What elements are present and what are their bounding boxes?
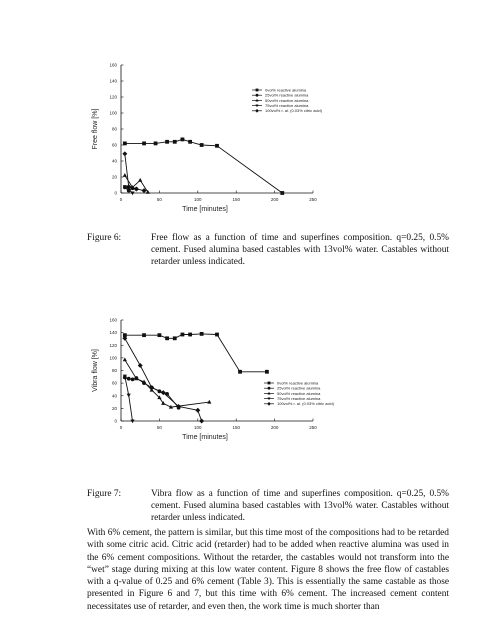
data-point <box>173 140 177 144</box>
legend-marker <box>255 109 259 113</box>
data-point <box>165 140 169 144</box>
data-point <box>158 333 162 337</box>
data-point <box>188 333 192 337</box>
data-point <box>127 394 131 398</box>
figure7-label: Figure 7: <box>87 489 122 499</box>
y-axis-label: Free flow [%] <box>92 108 99 150</box>
y-tick-label: 160 <box>109 317 117 323</box>
x-axis-label: Time [minutes] <box>182 206 228 213</box>
body-paragraph: With 6% cement, the pattern is similar, but this time most of the compositions had to be retarded with some citric acid. Citric acid (retarder) had to be added when reactive alumina was used in the 6% cement compositions. Without the retarder, the castables would not transform into the “wet” stage during mixing at this low water content. Figure 8 shows the free flow of castables with a q-value of 0.25 and 6% cement (Table 3). This is essentially the same castable as those presented in Figure 6 and 7, but this time with 6% cement. The increased cement content necessitates use of retarder, and even then, the work time is much shorter than <box>87 528 449 612</box>
data-point <box>138 363 143 368</box>
data-point <box>122 151 127 156</box>
series-2 <box>123 357 212 408</box>
data-point <box>142 333 146 337</box>
x-tick-label: 100 <box>194 425 202 430</box>
figure7-chart <box>0 310 495 475</box>
data-point <box>165 336 169 340</box>
y-tick-label: 140 <box>109 330 117 336</box>
y-tick-label: 40 <box>111 158 117 164</box>
x-tick-label: 0 <box>119 425 123 430</box>
data-point <box>138 178 142 182</box>
legend <box>264 380 335 406</box>
y-tick-label: 100 <box>109 355 117 361</box>
x-tick-label: 200 <box>270 425 279 430</box>
figure6-caption-text: Free flow as a function of time and superfines composition. q=0.25, 0.5% cement. Fused alumina based castables with 13vol% water. Castables without retarder unless indicated. <box>151 233 449 267</box>
data-point <box>265 370 269 374</box>
y-tick-label: 80 <box>111 126 117 132</box>
data-point <box>134 187 139 192</box>
legend-marker <box>267 402 271 406</box>
legend-label: 25vol% reactive alumina <box>277 385 321 391</box>
figure6-caption <box>87 232 449 272</box>
legend-marker <box>268 382 271 385</box>
x-tick-label: 250 <box>309 197 317 202</box>
figure6-chart-svg <box>0 55 495 220</box>
data-point <box>200 143 204 147</box>
figure6-label: Figure 6: <box>87 233 122 243</box>
data-point <box>142 142 146 146</box>
data-point <box>199 419 204 424</box>
data-point <box>127 377 131 381</box>
y-tick-label: 140 <box>109 78 117 84</box>
x-tick-label: 250 <box>309 425 317 430</box>
data-point <box>215 144 219 148</box>
legend-label: 0vol% reactive alumina <box>265 87 307 93</box>
legend-label: 25vol% reactive alumina <box>265 92 309 98</box>
figure6-chart <box>0 55 495 220</box>
series-3 <box>123 375 135 424</box>
legend-label: 0vol% reactive alumina <box>277 380 319 386</box>
data-point <box>238 370 242 374</box>
y-tick-label: 80 <box>111 368 117 374</box>
figure7-chart-svg <box>0 310 495 475</box>
legend <box>252 87 323 113</box>
legend-label: 75vol% reactive alumina <box>277 396 321 401</box>
y-tick-label: 20 <box>111 405 117 411</box>
y-tick-label: 40 <box>111 393 117 399</box>
data-point <box>131 377 135 381</box>
data-point <box>280 191 284 195</box>
data-point <box>215 333 219 337</box>
y-axis-label: Vibra flow [%] <box>92 349 99 392</box>
x-tick-label: 50 <box>156 197 162 202</box>
y-tick-label: 20 <box>111 174 117 180</box>
legend-marker <box>256 94 259 97</box>
x-tick-label: 150 <box>232 425 240 430</box>
y-tick-label: 100 <box>109 110 117 116</box>
series-line <box>125 334 267 372</box>
series-0 <box>123 332 269 374</box>
data-point <box>181 138 185 142</box>
data-point <box>123 173 127 177</box>
legend-label: 100vol% r. al. (0.03% citric acid) <box>277 401 334 407</box>
series-0 <box>123 138 284 195</box>
series-line <box>125 139 282 193</box>
y-tick-label: 120 <box>109 94 117 100</box>
series-line <box>125 360 210 407</box>
legend-marker <box>256 89 259 92</box>
x-tick-label: 200 <box>270 197 279 202</box>
x-tick-label: 50 <box>156 425 162 430</box>
data-point <box>173 336 177 340</box>
data-point <box>181 333 185 337</box>
data-point <box>154 142 158 146</box>
data-point <box>195 408 200 413</box>
x-axis-label: Time [minutes] <box>182 434 228 441</box>
series-1 <box>123 376 181 410</box>
data-point <box>200 332 204 336</box>
data-point <box>207 400 211 404</box>
y-tick-label: 160 <box>109 62 117 68</box>
figure7-caption-text: Vibra flow as a function of time and superfines composition. q=0.25, 0.5% cement. Fused alumina based castables with 13vol% water. Castables without retarder unless indicated. <box>151 489 449 523</box>
x-tick-label: 0 <box>119 197 123 202</box>
x-tick-label: 150 <box>232 197 240 202</box>
legend-label: 100vol% r. al. (0.03% citric acid) <box>265 108 322 114</box>
x-tick-label: 100 <box>194 197 202 202</box>
figure7-caption <box>87 488 449 528</box>
legend-label: 75vol% reactive alumina <box>265 103 309 108</box>
data-point <box>149 385 154 390</box>
y-tick-label: 60 <box>111 380 117 386</box>
y-tick-label: 0 <box>114 418 117 424</box>
y-tick-label: 0 <box>114 190 117 196</box>
series-line <box>125 376 133 421</box>
series-line <box>125 377 179 407</box>
legend-marker <box>268 387 271 390</box>
y-tick-label: 120 <box>109 342 117 348</box>
data-point <box>188 140 192 144</box>
legend-label: 50vol% reactive alumina <box>265 97 309 103</box>
data-point <box>123 142 127 146</box>
y-tick-label: 60 <box>111 142 117 148</box>
legend-label: 50vol% reactive alumina <box>277 390 321 396</box>
